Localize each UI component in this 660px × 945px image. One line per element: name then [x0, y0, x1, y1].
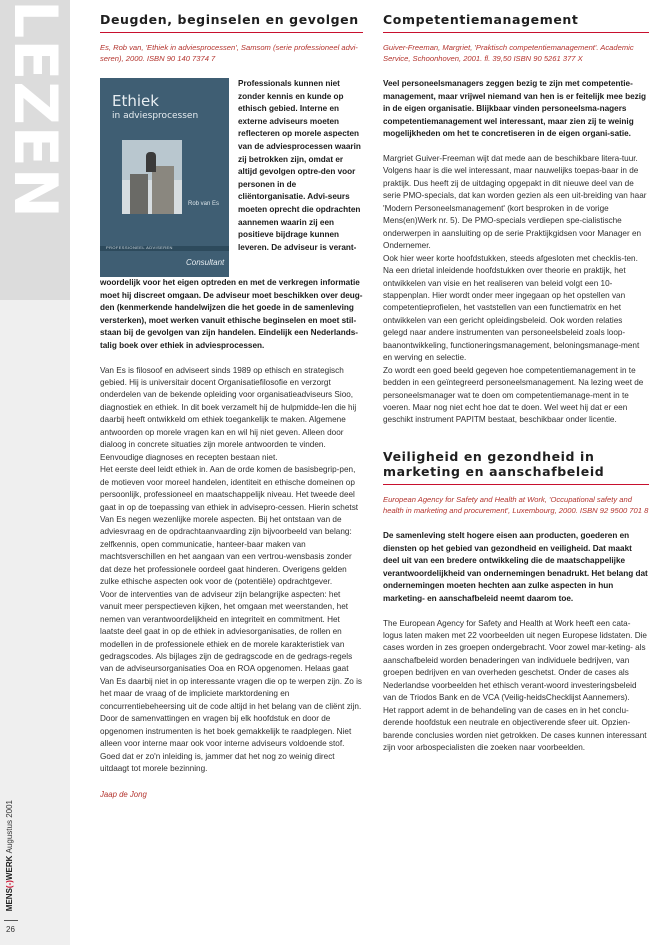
- book-reference: Guiver-Freeman, Margriet, 'Praktisch competentiemanagement'. Academic Service, Schoonhoven, 2001. fl. 39,50 ISBN 90 5261 377 X: [383, 43, 634, 63]
- cover-author: Rob van Es: [188, 201, 220, 207]
- body-paragraph: Voor de interventies van de adviseur zijn belangrijke aspecten: het vanuit meer perspectieven kijken, het omgaan met weerstanden, het nemen van verantwoordelijkheid en integriteit en commitment. Het laatste deel gaat in op de ethiek in adviesorganisaties, de rollen en modellen in de professionele ethiek en de morele karakteristiek van gedragscodes. Als bijlages zijn de gedragscode en de gedrags-regels van de adviseursorganisaties Ooa en ROA opgenomen. Helaas gaat Van Es daarbij niet in op interessante vragen die op te werpen zijn. Zo is het maar de vraag of de impliciete marktordening en concurrentiebeheersing uit de code altijd in het belang van de cliënt zijn.: [100, 589, 362, 711]
- page-number: 26: [6, 925, 15, 934]
- cover-subtitle: in adviesprocessen: [112, 111, 199, 121]
- article-title: Competentiemanagement: [383, 12, 649, 33]
- body-paragraph: The European Agency for Safety and Health at Work heeft een cata-logus laten maken met 22 voorbeelden uit negen Europese lidstaten. Die cases worden in zes groepen ondergebracht. Voor zowel mar-keting- als aanschafbeleid worden benaderingen van individuele bedrijven, van groepen bedrijven en van overheden geschetst. Onder de cases als Nederlandse voorbeelden het ethisch verant-woord investeringsbeleid van de Triodos Bank en de VCA (Veilig-heidsChecklijst Aannemers).: [383, 618, 647, 703]
- cover-and-lead: [100, 78, 363, 277]
- article-title: Veiligheid en gezondheid in marketing en aanschafbeleid: [383, 449, 649, 485]
- article-body: [100, 365, 363, 776]
- article-body: [383, 153, 649, 427]
- body-paragraph: Het eerste deel leidt ethiek in. Aan de orde komen de basisbegrip-pen, de motieven voor moreel handelen, identiteit en ethische domeinen op persoonlijk, professioneel en maatschappelijk niveau. Het tweede deel gaat in op de toepassing van ethiek in advisepro-cessen. Hierin schetst Van Es negen wezenlijke morele aspecten. Bij het ontstaan van de adviesvraag en de opdrachtaanvaarding zijn bijvoorbeeld van belang: zelfkennis, open communicatie, hanteer-baar maken van machtsverschillen en het aangaan van een vertrou-wensbasis zonder dat deze het professionele oordeel gaat hinderen. Overigens gelden zulke ethische aspecten ook voor de (potentiële) opdrachtgever.: [100, 465, 359, 587]
- lead-intro: Professionals kunnen niet zonder kennis en kunde op ethisch gebied. Interne en externe adviseurs moeten reflecteren op morele aspecten van de adviesprocessen waarin zij betrokken zijn, omdat er altijd gevolgen optre-den voor personen in de cliëntorganisatie. Advi-seurs moeten oprecht die opdrachten aannemen waarin zij een positieve bijdrage kunnen leveren. De adviseur is verant-: [238, 79, 361, 252]
- body-paragraph: Door de samenvattingen en vragen bij elk hoofdstuk en door de opgenomen instrumenten is het boek gemakkelijk te raadplegen. Niet alleen voor interne maar ook voor interne adviseurs voldoende stof. Goed dat er zo'n inleiding is, jammer dat het nog zo weinig direct uitdaagt tot morele bezinning.: [100, 714, 352, 774]
- cover-title: Ethiek: [112, 92, 159, 110]
- cover-publisher: Consultant: [186, 258, 225, 267]
- left-column: [100, 12, 363, 799]
- author-signature: Jaap de Jong: [100, 789, 147, 799]
- lead-intro: Veel personeelsmanagers zeggen bezig te zijn met competentie-management, maar vrijwel niemand van hen is er feitelijk mee bezig in de eigen organisatie. Blijkbaar vinden personeelsma-nagers competentiemanagement wel interessant, maar zien zij te weinig mogelijkheden om het te concretiseren in de eigen organi-satie.: [383, 79, 647, 139]
- magazine-name-dash: (-): [5, 880, 14, 889]
- magazine-name-suffix: WERK: [5, 855, 14, 881]
- section-banner: [0, 0, 70, 300]
- magazine-info: [4, 800, 16, 911]
- cover-artwork: [122, 140, 182, 214]
- book-reference: Es, Rob van, 'Ethiek in adviesprocessen', Samsom (serie professioneel advi-seren), 2000. ISBN 90 140 7374 7: [100, 43, 358, 63]
- article-body: [383, 618, 649, 755]
- section-label: LEZEN: [0, 0, 70, 219]
- lead-continued: woordelijk voor het eigen optreden en met de verkregen informatie moet hij discreet omgaan. De adviseur moet beschikken over deug-den (kenmerkende handelwijzen die het goede in de samenleving versterken), moet werken vanuit ethische beginselen en moet stil-staan bij de gevolgen van zijn handelen. Eindelijk een Nederlands-talig boek over ethiek in adviesprocessen.: [100, 278, 363, 350]
- issue-date: Augustus 2001: [5, 800, 14, 854]
- lead-intro: De samenleving stelt hogere eisen aan producten, goederen en diensten op het gebied van gezondheid en veiligheid. Dat maakt deel uit van een bredere ontwikkeling die de maatschappelijke verantwoordelijkheid van ondernemingen benadrukt. Het belang dat ondernemingen moeten hechten aan zulke aspecten in hun marketing- en aanschafbeleid neemt daarom toe.: [383, 530, 648, 603]
- magazine-name-prefix: MENS: [5, 888, 14, 912]
- body-paragraph: Het rapport ademt in de behandeling van de cases en in het conclu-derende hoofdstuk een neutrale en objectiverende sfeer uit. Opzien-barende conclusies worden niet getrokken. De cases kunnen interessant zijn voor arbospecialisten die zoeken naar voorbeelden.: [383, 705, 647, 753]
- cover-series: PROFESSIONEEL ADVISEREN: [106, 245, 173, 250]
- body-paragraph: Ook hier weer korte hoofdstukken, steeds afgesloten met checklis-ten. Na een drietal inleidende hoofdstukken over theorie en praktijk, het ontwikkelen van visie en het realiseren van beleid volgt een 10-stappenplan. Hier wordt onder meer ingegaan op het opstellen van competentieprofielen, het vaststellen van een functiematrix en het ontwikkelen van een gericht opleidingsbeleid. Ook worden relaties gelegd naar andere instrumenten van personeelsbeleid zoals loop-baanontwikkeling, functioneringsmanagement, beloningsmanage-ment en werving en selectie.: [383, 253, 640, 363]
- body-paragraph: Zo wordt een goed beeld gegeven hoe competentiemanagement in te bedden in een geïntegreerd personeelsmanagement. Na lezing weet de personeelsmanager wat te doen om competentiemanage-ment in te voeren. Maar nog niet echt hoe dat te doen. Wel weet hij dat er een geschikt instrument PAPITM bestaat, beschikbaar onder licentie.: [383, 365, 644, 425]
- margin-strip: [0, 0, 92, 945]
- book-reference: European Agency for Safety and Health at Work, 'Occupational safety and health in marketing and procurement', Luxembourg, 2000. ISBN 92 9500 701 8: [383, 494, 649, 515]
- body-paragraph: Van Es is filosoof en adviseert sinds 1989 op ethisch en strategisch gebied. Hij is universitair docent Organisatiefilosofie en verzorgt onderdelen van de bekende opleiding voor organisatieadviseurs Sioo, diagnostiek en ethiek. In dit boek verzamelt hij de hulpmidde-len die hij daarbij heeft ontwikkeld om ethiek toegankelijk te maken. Algemene antwoorden op morele vragen kan en wil hij niet geven. Alleen door dialoog in concrete situaties zijn morele antwoorden te vinden. Eenvoudige diagnoses en recepten bestaan niet.: [100, 365, 357, 462]
- body-paragraph: Margriet Guiver-Freeman wijt dat mede aan de beschikbare litera-tuur. Volgens haar is die wel interessant, maar nauwelijks toepas-baar in de praktijk. Dus heeft zij de uitdaging opgepakt in dit nieuwe deel van de serie PMO-specials, dat kan worden gezien als een uit-breiding van haar 'Modern Personeelsmanagement' (kort besproken in de vorige Mens(en)Werk nr. 5). De PMO-specials verdiepen spe-cialistische onderwerpen in aansluiting op de serie Praktijkgidsen voor Manager en Ondernemer.: [383, 153, 647, 251]
- right-column: [383, 12, 649, 754]
- book-cover-image: [100, 78, 229, 277]
- page-number-rule: [4, 920, 18, 921]
- magazine-name: [5, 856, 14, 912]
- article-title: Deugden, beginselen en gevolgen: [100, 12, 363, 33]
- magazine-footer: [4, 800, 22, 920]
